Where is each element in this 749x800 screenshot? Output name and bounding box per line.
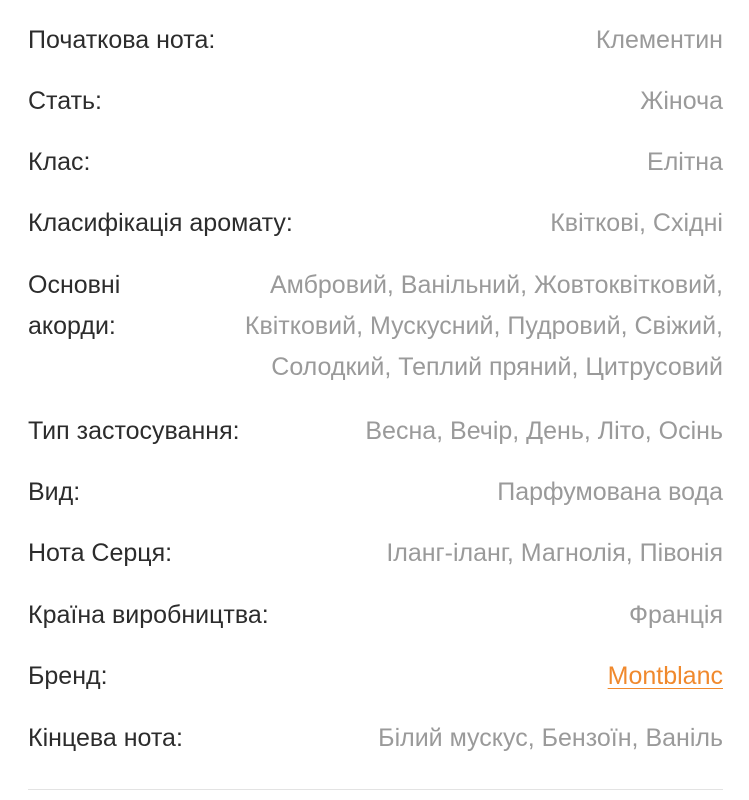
spec-value: Франція (628, 601, 723, 629)
spec-value: Парфумована вода (497, 478, 723, 506)
spec-row-main-accords (28, 265, 723, 388)
spec-label: Кінцева нота: (28, 724, 183, 752)
spec-label: Вид: (28, 478, 81, 506)
spec-label: Початкова нота: (28, 26, 216, 54)
spec-label-line: акорди: (28, 312, 116, 340)
spec-label: Країна виробництва: (28, 601, 269, 629)
spec-value: Весна, Вечір, День, Літо, Осінь (365, 417, 723, 445)
spec-row-heart-note (28, 533, 723, 574)
spec-value: Елітна (647, 148, 723, 176)
spec-value-line: Квітковий, Мускусний, Пудровий, Свіжий, (244, 312, 723, 340)
brand-link[interactable]: Montblanc (607, 662, 723, 690)
spec-value-line: Амбровий, Ванільний, Жовтоквітковий, (269, 271, 723, 299)
divider (28, 789, 723, 790)
spec-value-line: Солодкий, Теплий пряний, Цитрусовий (271, 353, 723, 381)
spec-label: Тип застосування: (28, 417, 240, 445)
spec-row-fragrance-classification (28, 203, 723, 244)
spec-value (168, 265, 723, 388)
spec-label: Клас: (28, 148, 91, 176)
spec-value: Квіткові, Східні (550, 209, 723, 237)
spec-value: Клементин (595, 26, 723, 54)
spec-label-line: Основні (28, 271, 121, 299)
spec-label: Бренд: (28, 662, 108, 690)
spec-row-top-note (28, 20, 723, 61)
spec-label (28, 265, 168, 347)
spec-label: Класифікація аромату: (28, 209, 293, 237)
spec-value: Жіноча (640, 87, 723, 115)
spec-row-type (28, 472, 723, 513)
spec-row-gender (28, 81, 723, 122)
spec-label: Нота Серця: (28, 539, 173, 567)
spec-value: Іланг-іланг, Магнолія, Півонія (386, 539, 723, 567)
spec-value: Білий мускус, Бензоїн, Ваніль (378, 724, 723, 752)
spec-row-brand (28, 656, 723, 697)
spec-row-base-note (28, 718, 723, 759)
spec-row-country (28, 595, 723, 636)
spec-row-class (28, 142, 723, 183)
spec-row-usage-type (28, 411, 723, 452)
spec-label: Стать: (28, 87, 102, 115)
